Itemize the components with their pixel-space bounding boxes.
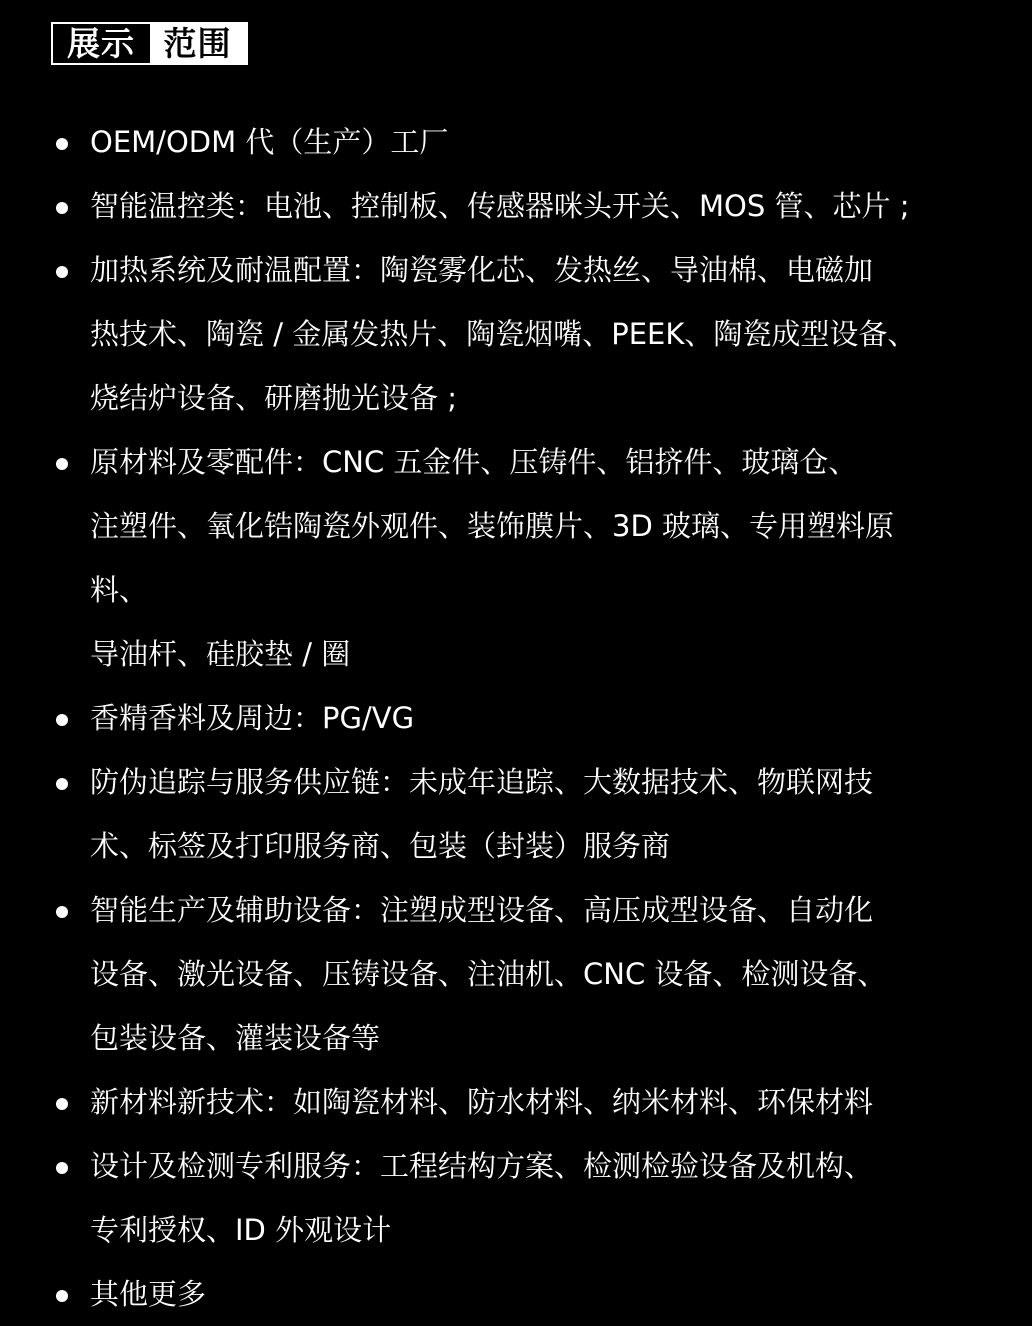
scope-list: [52, 110, 932, 1326]
list-item-line: 原材料及零配件：CNC 五金件、压铸件、铝挤件、玻璃仓、: [90, 445, 858, 479]
list-item: [52, 750, 932, 878]
list-item-line: 设备、激光设备、压铸设备、注油机、CNC 设备、检测设备、: [90, 957, 887, 991]
list-item-line: 专利授权、ID 外观设计: [90, 1213, 392, 1247]
list-item-line: 智能生产及辅助设备：注塑成型设备、高压成型设备、自动化: [90, 893, 874, 927]
section-title-left: 展示: [53, 24, 150, 63]
list-item-line: 设计及检测专利服务：工程结构方案、检测检验设备及机构、: [90, 1149, 874, 1183]
list-item: [52, 878, 932, 1070]
list-item: [52, 1134, 932, 1262]
list-item: [52, 1070, 932, 1134]
section-title-right: 范围: [150, 24, 246, 63]
list-item-line: 导油杆、硅胶垫 / 圈: [90, 637, 351, 671]
bullet-icon: [56, 458, 68, 470]
bullet-icon: [56, 202, 68, 214]
list-item-line: 加热系统及耐温配置：陶瓷雾化芯、发热丝、导油棉、电磁加: [90, 253, 874, 287]
list-item-line: 香精香料及周边：PG/VG: [90, 701, 415, 735]
bullet-icon: [56, 906, 68, 918]
list-item: [52, 110, 932, 174]
bullet-icon: [56, 266, 68, 278]
list-item-line: OEM/ODM 代（生产）工厂: [90, 125, 449, 159]
bullet-icon: [56, 138, 68, 150]
list-item-line: 其他更多: [90, 1277, 207, 1311]
list-item-line: 智能温控类：电池、控制板、传感器咪头开关、MOS 管、芯片 ;: [90, 189, 910, 223]
list-item-line: 烧结炉设备、研磨抛光设备 ;: [90, 381, 457, 415]
list-item-line: 防伪追踪与服务供应链：未成年追踪、大数据技术、物联网技: [90, 765, 874, 799]
bullet-icon: [56, 1162, 68, 1174]
list-item-line: 包装设备、灌装设备等: [90, 1021, 381, 1055]
list-item: [52, 174, 932, 238]
bullet-icon: [56, 1098, 68, 1110]
bullet-icon: [56, 778, 68, 790]
list-item-line: 术、标签及打印服务商、包装（封装）服务商: [90, 829, 671, 863]
list-item: [52, 1262, 932, 1326]
list-item-line: 注塑件、氧化锆陶瓷外观件、装饰膜片、3D 玻璃、专用塑料原料、: [90, 509, 895, 607]
bullet-icon: [56, 1290, 68, 1302]
list-item: [52, 238, 932, 430]
bullet-icon: [56, 714, 68, 726]
list-item: [52, 430, 932, 686]
list-item-line: 新材料新技术：如陶瓷材料、防水材料、纳米材料、环保材料: [90, 1085, 874, 1119]
section-title: [51, 22, 248, 65]
list-item: [52, 686, 932, 750]
list-item-line: 热技术、陶瓷 / 金属发热片、陶瓷烟嘴、PEEK、陶瓷成型设备、: [90, 317, 917, 351]
